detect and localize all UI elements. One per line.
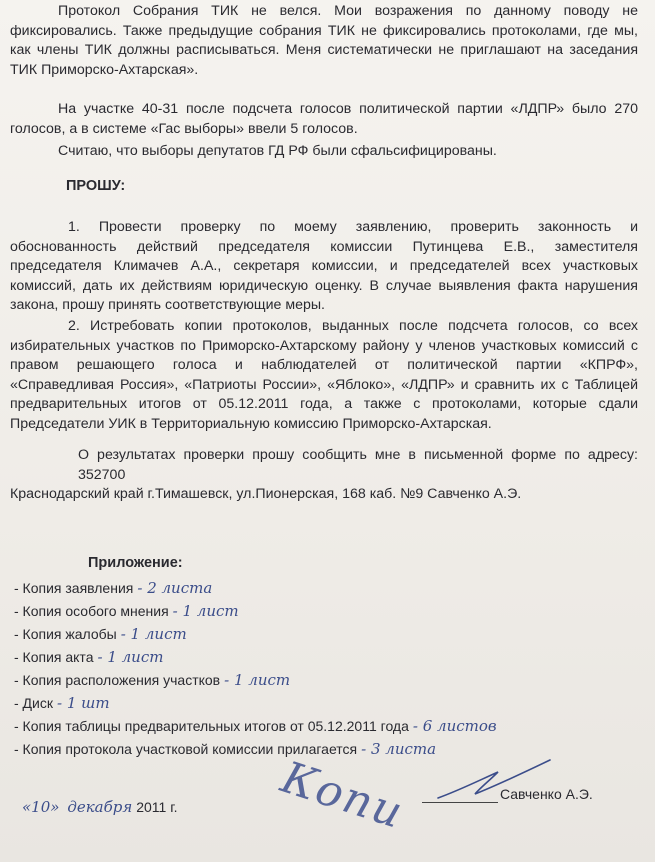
date-year: 2011 г. — [136, 799, 178, 815]
text-line: председателя Климачев А.А., секретаря комиссии, и председателей всех участковых — [10, 258, 638, 274]
paragraph-tik-protocol — [10, 2, 638, 80]
attachment-label: - Копия заявления — [14, 580, 134, 596]
paragraph-contact — [10, 446, 638, 505]
text-line: фиксировались. Также предыдущие собрания ТИК не фиксировались протоколами, где мы, — [10, 22, 638, 39]
attachment-item — [14, 715, 497, 738]
date-day: «10» — [22, 798, 60, 816]
attachment-item — [14, 600, 497, 623]
text-line: 1. Провести проверку по моему заявлению, проверить законность и — [68, 219, 638, 235]
text-line: «Справедливая Россия», «Патриоты России», «Яблоко», «ЛДПР» и сравнить их с Таблицей — [10, 376, 638, 393]
attachments-list — [14, 577, 497, 761]
paragraph-conclusion — [10, 142, 638, 162]
text-line: На участке 40-31 после подсчета голосов политической партии «ЛДПР» было 270 — [58, 101, 638, 117]
handwritten-count: - 2 листа — [137, 579, 213, 597]
handwritten-count: - 1 шт — [56, 694, 110, 712]
handwritten-count: - 1 лист — [224, 671, 291, 689]
attachment-label: - Копия жалобы — [14, 626, 117, 642]
request-item-2 — [10, 317, 638, 434]
attachment-label: - Диск — [14, 695, 53, 711]
text-line: закона, прошу принять соответствующие меры. — [10, 297, 325, 313]
attachment-item — [14, 669, 497, 692]
text-line: как члены ТИК должны расписываться. Меня систематически не приглашают на заседания — [10, 42, 638, 58]
text-line: обоснованность действий председателя комиссии Путинцева Е.В., заместителя — [10, 238, 638, 255]
attachment-item — [14, 692, 497, 715]
attachment-label: - Копия акта — [14, 649, 94, 665]
attachment-label: - Копия особого мнения — [14, 603, 169, 619]
attachments-title: Приложение: — [88, 555, 183, 571]
signature-line — [422, 802, 498, 803]
text-line: предварительных итогов от 05.12.2011 года, а также с протоколами, которые сдали — [10, 396, 638, 412]
paragraph-ldpr-votes — [10, 100, 638, 139]
text-line: комиссий, дать их действиям юридическую оценку. В случае выявления факта нарушения — [10, 277, 638, 294]
text-line: избирательных участков по Приморско-Ахтарскому району у членов участковых комиссий с — [10, 337, 638, 354]
request-heading: ПРОШУ: — [66, 178, 126, 194]
signer-name: Савченко А.Э. — [500, 786, 593, 802]
text-line: Краснодарский край г.Тимашевск, ул.Пионерская, 168 каб. №9 Савченко А.Э. — [10, 486, 522, 502]
handwritten-count: - 3 листа — [361, 740, 437, 758]
handwritten-count: - 1 лист — [120, 625, 187, 643]
handwritten-count: - 6 листов — [412, 717, 497, 735]
text-line: 2. Истребовать копии протоколов, выданных после подсчета голосов, со всех — [68, 318, 638, 334]
handwritten-count: - 1 лист — [172, 602, 239, 620]
text-line: ТИК Приморско-Ахтарская». — [10, 61, 199, 78]
date-month: декабря — [67, 798, 133, 816]
attachment-label: - Копия протокола участковой комиссии прилагается — [14, 741, 358, 757]
text-line: голосов, а в системе «Гас выборы» ввели 5 голосов. — [10, 120, 358, 137]
attachment-label: - Копия расположения участков — [14, 672, 221, 688]
text-line: Считаю, что выборы депутатов ГД РФ были сфальсифицированы. — [58, 143, 497, 159]
attachment-label: - Копия таблицы предварительных итогов от 05.12.2011 года — [14, 718, 409, 734]
attachment-item — [14, 646, 497, 669]
document-date — [22, 798, 178, 816]
text-line: О результатах проверки прошу сообщить мне в письменной форме по адресу: 352700 — [78, 447, 638, 483]
text-line: правом решающего голоса и наблюдателей от политической партии «КПРФ», — [10, 357, 638, 373]
attachment-item — [14, 577, 497, 600]
text-line: Председатели УИК в Территориальную комиссию Приморско-Ахтарская. — [10, 415, 492, 432]
text-line: Протокол Собрания ТИК не велся. Мои возражения по данному поводу не — [58, 3, 638, 19]
handwritten-count: - 1 лист — [97, 648, 164, 666]
attachment-item — [14, 623, 497, 646]
request-item-1 — [10, 218, 638, 316]
handwritten-annotation: Копи — [275, 751, 411, 840]
